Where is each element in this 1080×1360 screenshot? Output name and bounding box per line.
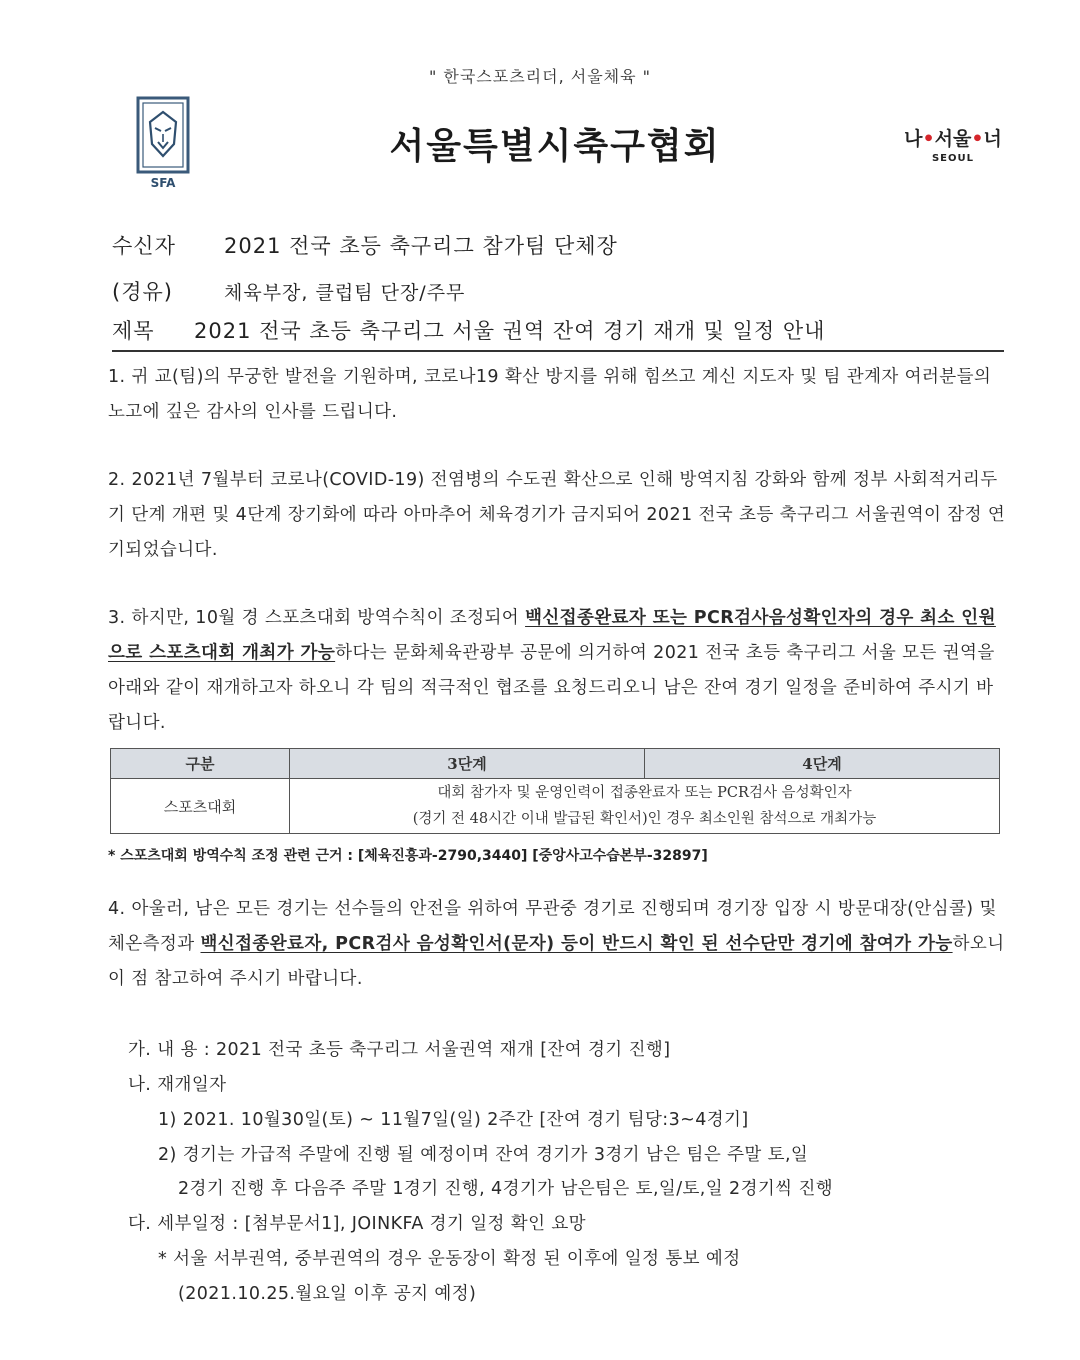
paragraph-3-intro: 3. 하지만, 10월 경 스포츠대회 방역수칙이 조정되어 [108,608,526,628]
paragraph-4 [108,892,1008,997]
detail-schedule-note-2: (2021.10.25.월요일 이후 공지 예정) [178,1284,477,1304]
via-row [112,276,465,306]
detail-restart-date-1: 1) 2021. 10월30일(토) ~ 11월7일(일) 2주간 [잔여 경기 팀당:3~4경기] [158,1110,749,1130]
subject-label: 제목 [112,319,155,343]
recipient-value: 2021 전국 초등 축구리그 참가팀 단체장 [224,234,618,258]
detail-schedule-note-1: * 서울 서부권역, 중부권역의 경우 운동장이 확정 된 이후에 일정 통보 예정 [158,1249,741,1269]
paragraph-1: 1. 귀 교(팀)의 무궁한 발전을 기원하며, 코로나19 확산 방지를 위해 힘쓰고 계신 지도자 및 팀 관계자 여러분들의 노고에 깊은 감사의 인사를 드립니다. [108,367,992,422]
slogan: " 한국스포츠리더, 서울체육 " [428,67,652,86]
organization-title: 서울특별시축구협회 [389,126,721,167]
table-row-line-2: (경기 전 48시간 이내 발급된 확인서)인 경우 최소인원 참석으로 개최가능 [412,811,877,827]
detail-schedule: 다. 세부일정 : [첨부문서1], JOINKFA 경기 일정 확인 요망 [128,1214,586,1234]
table-header-level4: 4단계 [644,749,999,779]
recipient-label: 수신자 [112,234,176,258]
table-header-category: 구분 [111,749,290,779]
seoul-logo-word-3: 너 [983,128,1002,150]
seoul-logo: 나•서울•너 SEOUL [898,124,1008,164]
table-header-row [111,749,1000,779]
header-divider [112,350,1004,352]
table-row-line-1: 대회 참가자 및 운영인력이 접종완료자 또는 PCR검사 음성확인자 [437,785,852,801]
quarantine-rules-table [110,748,1000,834]
table-row [111,779,1000,834]
paragraph-3-emphasis: 백신접종완료자 또는 PCR검사음성확인자의 경우 최소 인원으로 스포츠대회 개최가 가능 [108,608,996,663]
paragraph-4-intro: 4. 아울러, 남은 모든 경기는 선수들의 안전을 위하여 무관중 경기로 진행되며 경기장 입장 시 방문대장(안심콜) 및 체온측정과 [108,899,997,954]
table-row-description [290,779,1000,834]
table-header-level3: 3단계 [290,749,645,779]
paragraph-4-emphasis: 백신접종완료자, PCR검사 음성확인서(문자) 등이 반드시 확인 된 선수단만 경기에 참여가 가능 [200,934,953,954]
paragraph-4-rest: 하오니 이 점 참고하여 주시기 바랍니다. [108,934,1005,989]
via-value: 체육부장, 클럽팀 단장/주무 [224,282,466,304]
seoul-logo-sub: SEOUL [931,153,975,164]
subject-row [112,315,825,345]
detail-restart-date-2a: 2) 경기는 가급적 주말에 진행 될 예정이며 잔여 경기가 3경기 남은 팀은 주말 토,일 [158,1145,809,1165]
subject-value: 2021 전국 초등 축구리그 서울 권역 잔여 경기 재개 및 일정 안내 [194,319,826,343]
seoul-logo-word-1: 나 [904,128,923,150]
via-label: (경유) [112,280,173,304]
recipient-row [112,230,618,260]
paragraph-2: 2. 2021년 7월부터 코로나(COVID-19) 전염병의 수도권 확산으로 인해 방역지침 강화와 함께 정부 사회적거리두기 단계 개편 및 4단계 장기화에 따라 아마추어 체육경기가 금지되어 2021 전국 초등 축구리그 서울권역이 잠정 연기되었습니다. [108,470,1006,560]
rules-basis-note: * 스포츠대회 방역수칙 조정 관련 근거 : [체육진흥과-2790,3440] [중앙사고수습본부-32897] [108,848,708,864]
sfa-logo-text: SFA [150,176,176,190]
table-row-label: 스포츠대회 [111,779,290,834]
detail-restart-date: 나. 재개일자 [128,1075,227,1095]
paragraph-3-rest: 하다는 문화체육관광부 공문에 의거하여 2021 전국 초등 축구리그 서울 모든 권역을 아래와 같이 재개하고자 하오니 각 팀의 적극적인 협조를 요청드리오니 남은 잔여 경기 일정을 준비하여 주시기 바랍니다. [108,643,995,733]
seoul-logo-word-2: 서울 [934,128,972,150]
detail-restart-date-2b: 2경기 진행 후 다음주 주말 1경기 진행, 4경기가 남은팀은 토,일/토,일 2경기씩 진행 [178,1179,834,1199]
detail-content: 가. 내 용 : 2021 전국 초등 축구리그 서울권역 재개 [잔여 경기 진행] [128,1040,671,1060]
paragraph-3 [108,601,1008,741]
